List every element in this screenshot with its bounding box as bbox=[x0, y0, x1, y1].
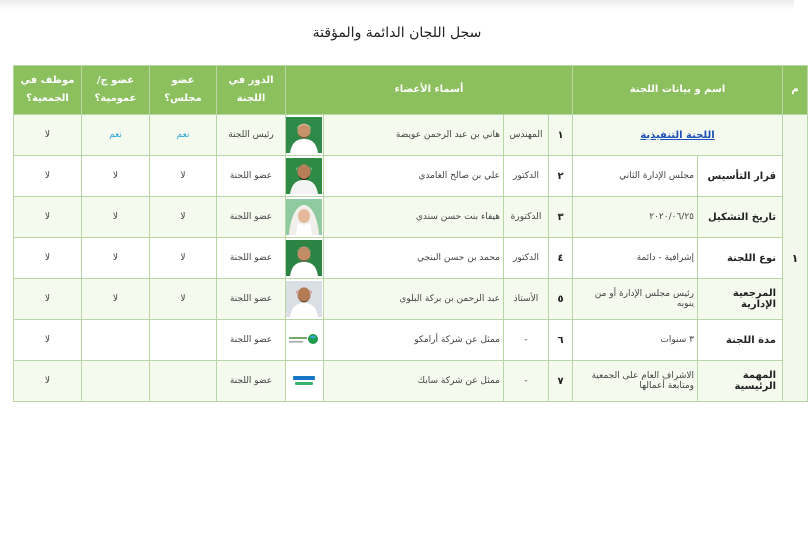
member-general: لا bbox=[82, 197, 150, 238]
table-row bbox=[14, 279, 808, 320]
header-members: أسماء الأعضاء bbox=[286, 66, 573, 115]
portrait-photo bbox=[286, 240, 322, 276]
field-value: إشرافية - دائمة bbox=[573, 238, 698, 279]
member-employee: لا bbox=[14, 115, 82, 156]
member-photo-cell bbox=[286, 320, 324, 361]
member-role: عضو اللجنة bbox=[217, 197, 286, 238]
member-photo-cell bbox=[286, 238, 324, 279]
header-board: عضو مجلس؟ bbox=[150, 66, 217, 115]
member-title: المهندس bbox=[504, 115, 549, 156]
member-title: الدكتورة bbox=[504, 197, 549, 238]
member-name: ممثل عن شركة أرامكو bbox=[324, 320, 504, 361]
member-role: عضو اللجنة bbox=[217, 320, 286, 361]
sabic-logo bbox=[286, 363, 322, 399]
table-row bbox=[14, 156, 808, 197]
member-number: ٦ bbox=[549, 320, 573, 361]
member-general bbox=[82, 361, 150, 402]
portrait-photo bbox=[286, 199, 322, 235]
member-name: ممثل عن شركة سابك bbox=[324, 361, 504, 402]
field-value: ٣ سنوات bbox=[573, 320, 698, 361]
field-label: مدة اللجنة bbox=[698, 320, 783, 361]
field-value: ٢٠٢٠/٠٦/٢٥ bbox=[573, 197, 698, 238]
member-number: ٥ bbox=[549, 279, 573, 320]
header-employee: موظف في الجمعية؟ bbox=[14, 66, 82, 115]
portrait-photo bbox=[286, 158, 322, 194]
header-serial: م bbox=[783, 66, 808, 115]
member-title: الدكتور bbox=[504, 238, 549, 279]
table-row bbox=[14, 238, 808, 279]
member-board bbox=[150, 320, 217, 361]
member-name: عبد الرحمن بن بركة البلوي bbox=[324, 279, 504, 320]
table-row bbox=[14, 197, 808, 238]
member-photo-cell bbox=[286, 197, 324, 238]
member-employee: لا bbox=[14, 238, 82, 279]
member-name: علي بن صالح الغامدي bbox=[324, 156, 504, 197]
member-general bbox=[82, 320, 150, 361]
member-role: عضو اللجنة bbox=[217, 279, 286, 320]
field-label: قرار التأسيس bbox=[698, 156, 783, 197]
field-value: رئيس مجلس الإدارة أو من ينوبه bbox=[573, 279, 698, 320]
member-general-cell bbox=[82, 115, 150, 156]
member-general: لا bbox=[82, 279, 150, 320]
member-title: - bbox=[504, 320, 549, 361]
member-number: ٧ bbox=[549, 361, 573, 402]
member-board: لا bbox=[150, 156, 217, 197]
member-photo-cell bbox=[286, 156, 324, 197]
table-row bbox=[14, 320, 808, 361]
member-number: ٣ bbox=[549, 197, 573, 238]
header-general: عضو ج/عمومية؟ bbox=[82, 66, 150, 115]
member-name: هيفاء بنت حسن سندي bbox=[324, 197, 504, 238]
member-board: لا bbox=[150, 279, 217, 320]
member-photo-cell bbox=[286, 115, 324, 156]
portrait-photo bbox=[286, 281, 322, 317]
table-row bbox=[14, 115, 808, 156]
member-role: رئيس اللجنة bbox=[217, 115, 286, 156]
member-role: عضو اللجنة bbox=[217, 361, 286, 402]
member-name: هاني بن عبد الرحمن عويضة bbox=[324, 115, 504, 156]
member-number: ١ bbox=[549, 115, 573, 156]
member-number: ٢ bbox=[549, 156, 573, 197]
member-employee: لا bbox=[14, 361, 82, 402]
member-general: لا bbox=[82, 156, 150, 197]
field-label: نوع اللجنة bbox=[698, 238, 783, 279]
member-employee: لا bbox=[14, 156, 82, 197]
member-title: - bbox=[504, 361, 549, 402]
field-label: المرجعية الإدارية bbox=[698, 279, 783, 320]
member-title: الدكتور bbox=[504, 156, 549, 197]
top-bar bbox=[0, 0, 794, 10]
member-general: لا bbox=[82, 238, 150, 279]
aramco-logo bbox=[286, 322, 322, 358]
member-board: نعم bbox=[176, 130, 190, 140]
member-role: عضو اللجنة bbox=[217, 156, 286, 197]
member-board: لا bbox=[150, 197, 217, 238]
member-name: محمد بن حسن البنجي bbox=[324, 238, 504, 279]
committees-table bbox=[13, 65, 808, 402]
member-employee: لا bbox=[14, 279, 82, 320]
member-employee: لا bbox=[14, 197, 82, 238]
member-role: عضو اللجنة bbox=[217, 238, 286, 279]
table-header-row bbox=[14, 66, 808, 115]
member-number: ٤ bbox=[549, 238, 573, 279]
field-value: الاشراف العام على الجمعية ومتابعة أعمالها bbox=[573, 361, 698, 402]
member-general: نعم bbox=[109, 130, 122, 140]
member-title: الأستاذ bbox=[504, 279, 549, 320]
committee-serial: ١ bbox=[783, 115, 808, 402]
member-photo-cell bbox=[286, 361, 324, 402]
header-role: الدور في اللجنة bbox=[217, 66, 286, 115]
member-employee: لا bbox=[14, 320, 82, 361]
member-board: لا bbox=[150, 238, 217, 279]
member-board bbox=[150, 361, 217, 402]
committee-name-link[interactable]: اللجنة التنفيذية bbox=[640, 129, 715, 141]
table-row bbox=[14, 361, 808, 402]
member-photo-cell bbox=[286, 279, 324, 320]
field-label: المهمة الرئيسية bbox=[698, 361, 783, 402]
member-board-cell bbox=[150, 115, 217, 156]
page-title: سجل اللجان الدائمة والمؤقتة bbox=[312, 25, 482, 41]
portrait-photo bbox=[286, 117, 322, 153]
header-committee: اسم و بيانات اللجنة bbox=[573, 66, 783, 115]
field-label: تاريخ التشكيل bbox=[698, 197, 783, 238]
committee-name-cell bbox=[573, 115, 783, 156]
field-value: مجلس الإدارة الثاني bbox=[573, 156, 698, 197]
